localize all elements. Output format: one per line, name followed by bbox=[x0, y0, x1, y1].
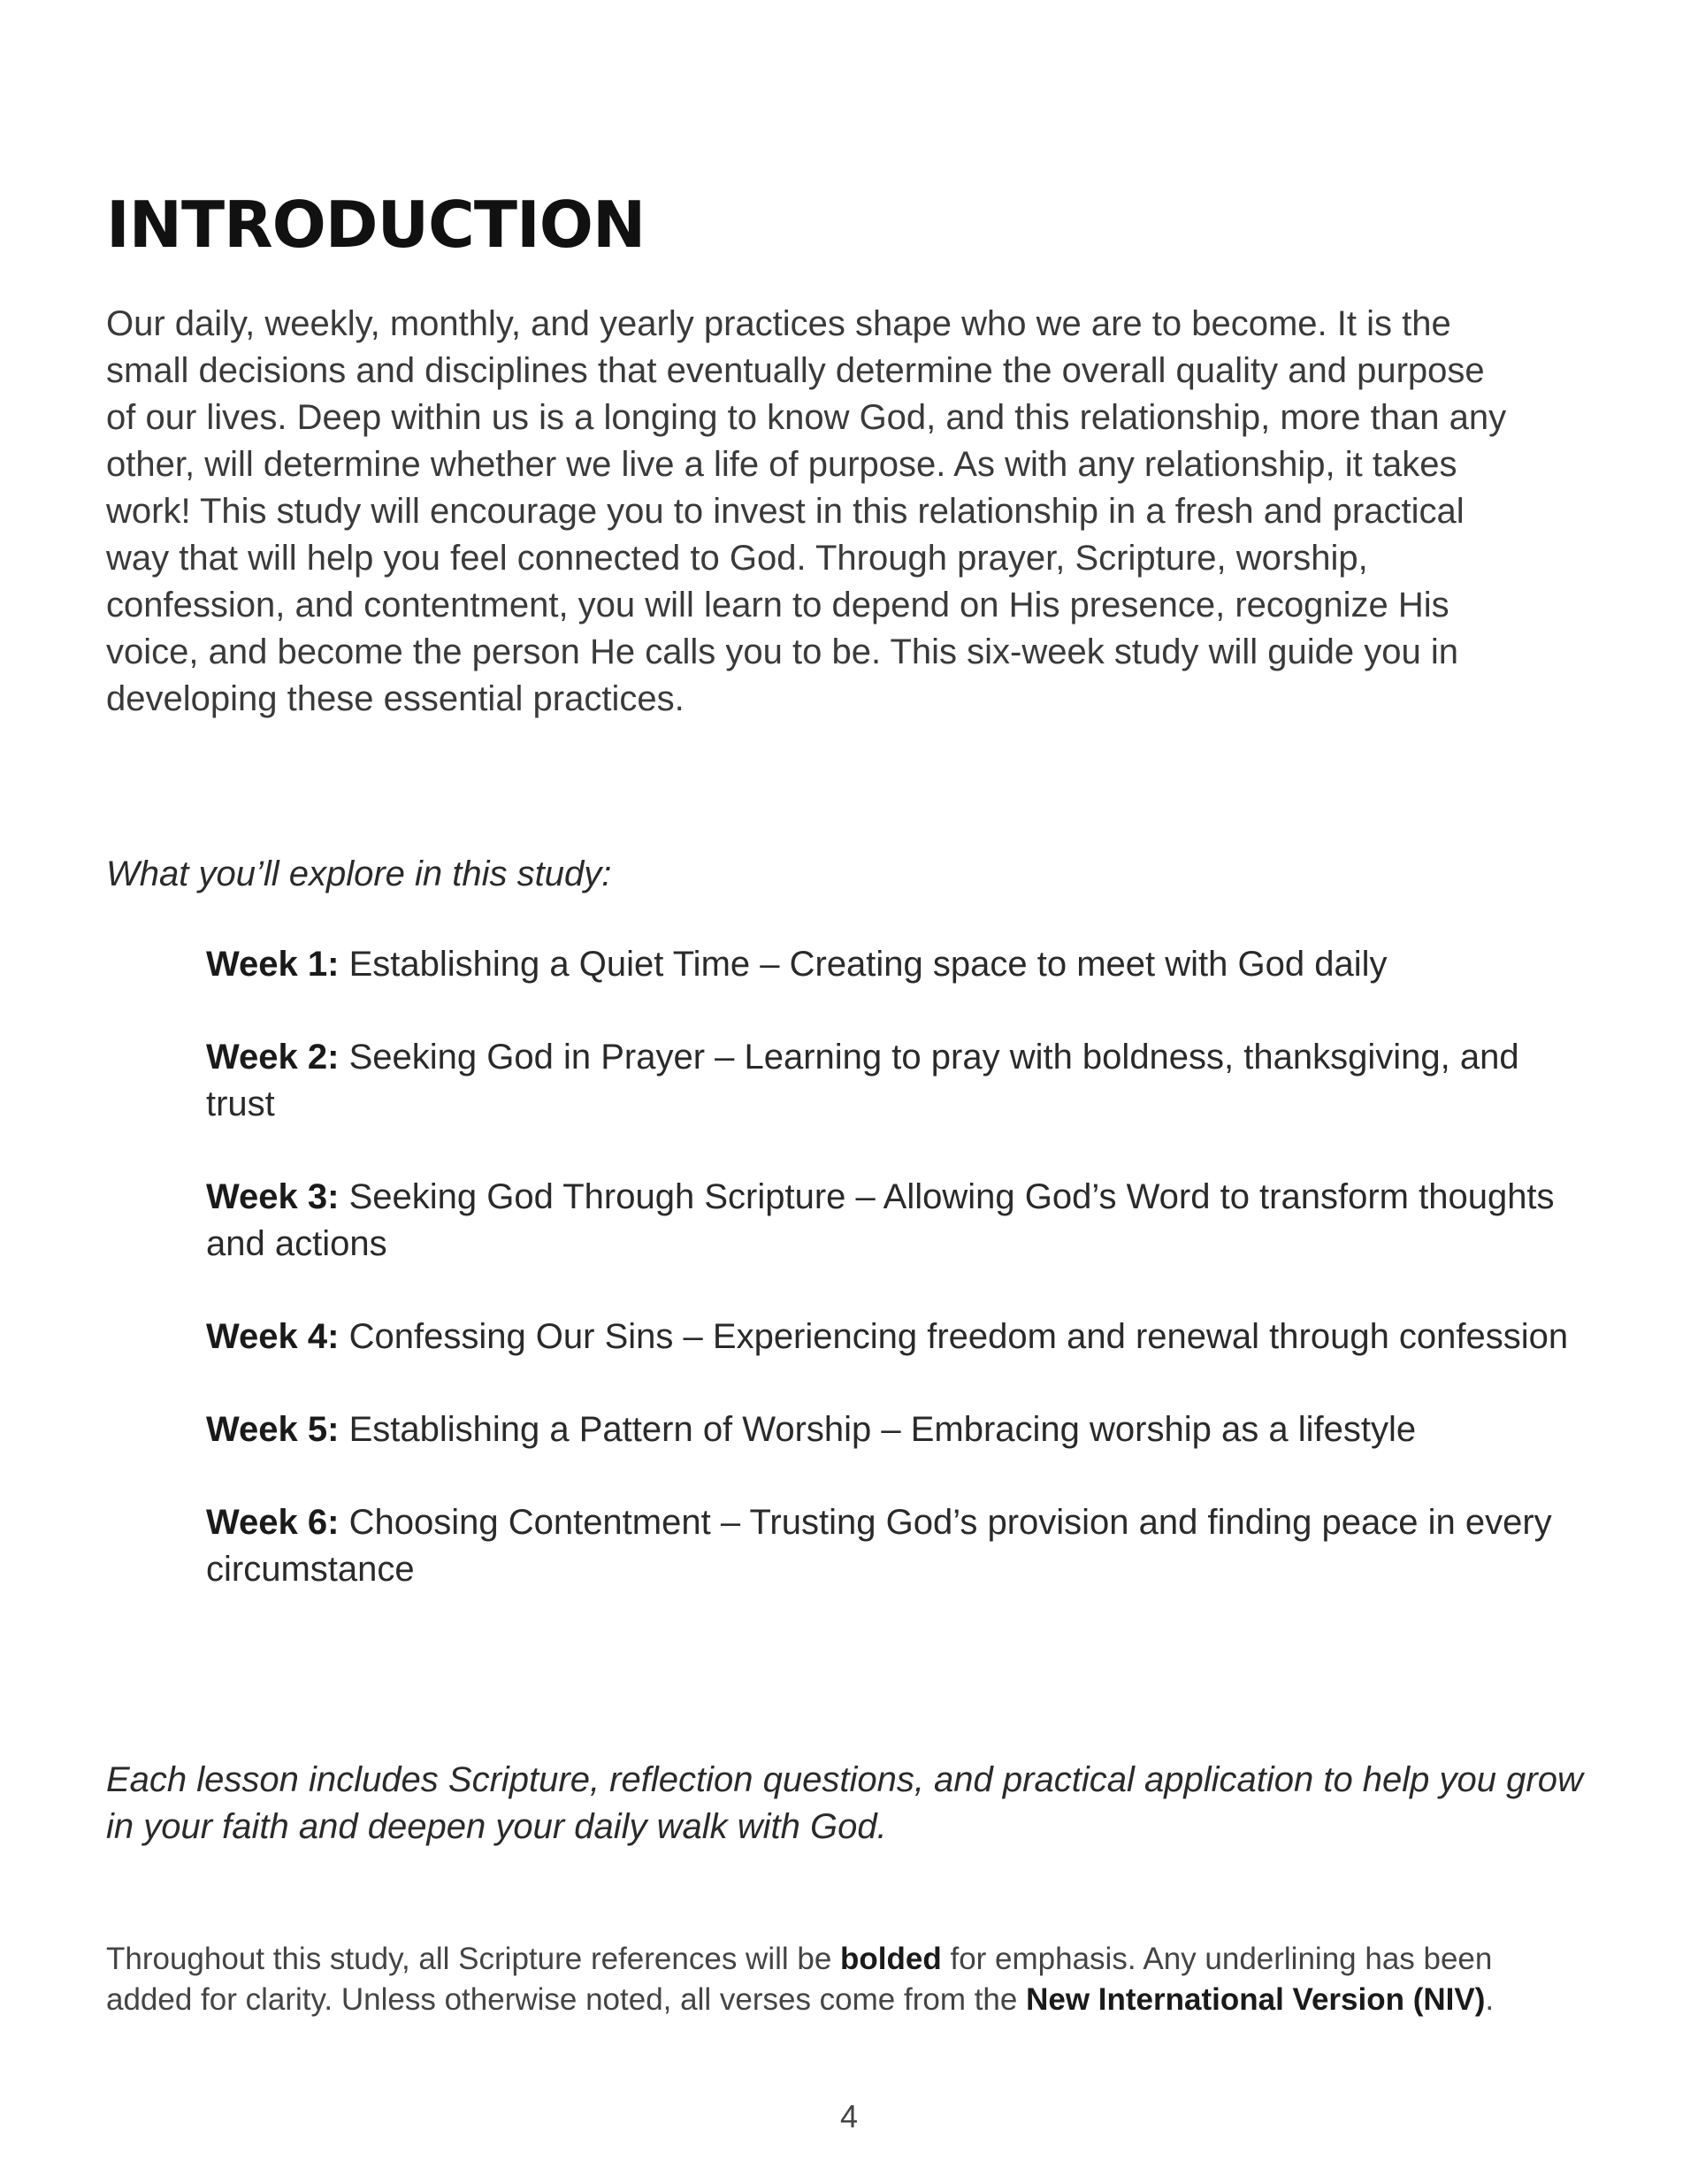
week-label: Week 6: bbox=[206, 1503, 340, 1542]
note-bold-version: New International Version (NIV) bbox=[1026, 1982, 1486, 2017]
note-text: for emphasis. Any underlining has been added for clarity. Unless otherwise noted, all verses come from the bbox=[106, 1942, 1493, 2017]
week-item-6 bbox=[206, 1499, 1586, 1593]
intro-paragraph: Our daily, weekly, monthly, and yearly practices shape who we are to become. It is the small decisions and disciplines that eventually determine the overall quality and purpose of our lives. Deep within us is a longing to know God, and this relationship, more than any other, will determine whether we live a life of purpose. As with any relationship, it takes work! This study will encourage you to invest in this relationship in a fresh and practical way that will help you feel connected to God. Through prayer, Scripture, worship, confession, and contentment, you will learn to depend on His presence, recognize His voice, and become the person He calls you to be. This six-week study will guide you in developing these essential practices. bbox=[106, 304, 1507, 718]
week-description: Seeking God Through Scripture – Allowing God’s Word to transform thoughts and actions bbox=[206, 1177, 1555, 1263]
explore-heading: What you’ll explore in this study: bbox=[106, 854, 612, 893]
week-item-5 bbox=[206, 1406, 1586, 1453]
page-title: INTRODUCTION bbox=[106, 188, 646, 262]
week-label: Week 1: bbox=[206, 945, 340, 984]
week-item-4 bbox=[206, 1314, 1586, 1360]
week-label: Week 5: bbox=[206, 1410, 340, 1449]
week-description: Establishing a Pattern of Worship – Embracing worship as a lifestyle bbox=[348, 1410, 1417, 1449]
weeks-list bbox=[206, 941, 1586, 1639]
week-label: Week 3: bbox=[206, 1177, 340, 1216]
page-number: 4 bbox=[839, 2098, 859, 2134]
week-description: Confessing Our Sins – Experiencing freedom and renewal through confession bbox=[348, 1317, 1569, 1356]
note-text: . bbox=[1485, 1982, 1495, 2017]
week-description: Establishing a Quiet Time – Creating space to meet with God daily bbox=[348, 945, 1388, 984]
scripture-note bbox=[106, 1939, 1574, 2020]
week-item-1 bbox=[206, 941, 1586, 988]
week-description: Seeking God in Prayer – Learning to pray with boldness, thanksgiving, and trust bbox=[206, 1038, 1519, 1123]
week-label: Week 4: bbox=[206, 1317, 340, 1356]
note-text: Throughout this study, all Scripture references will be bbox=[106, 1942, 841, 1976]
week-description: Choosing Contentment – Trusting God’s provision and finding peace in every circumstance bbox=[206, 1503, 1552, 1589]
closing-paragraph: Each lesson includes Scripture, reflection questions, and practical application to help you grow in your faith and deepen your daily walk with God. bbox=[106, 1760, 1583, 1846]
week-item-2 bbox=[206, 1034, 1586, 1128]
week-label: Week 2: bbox=[206, 1038, 340, 1077]
note-bold-bolded: bolded bbox=[840, 1942, 942, 1976]
week-item-3 bbox=[206, 1174, 1586, 1268]
